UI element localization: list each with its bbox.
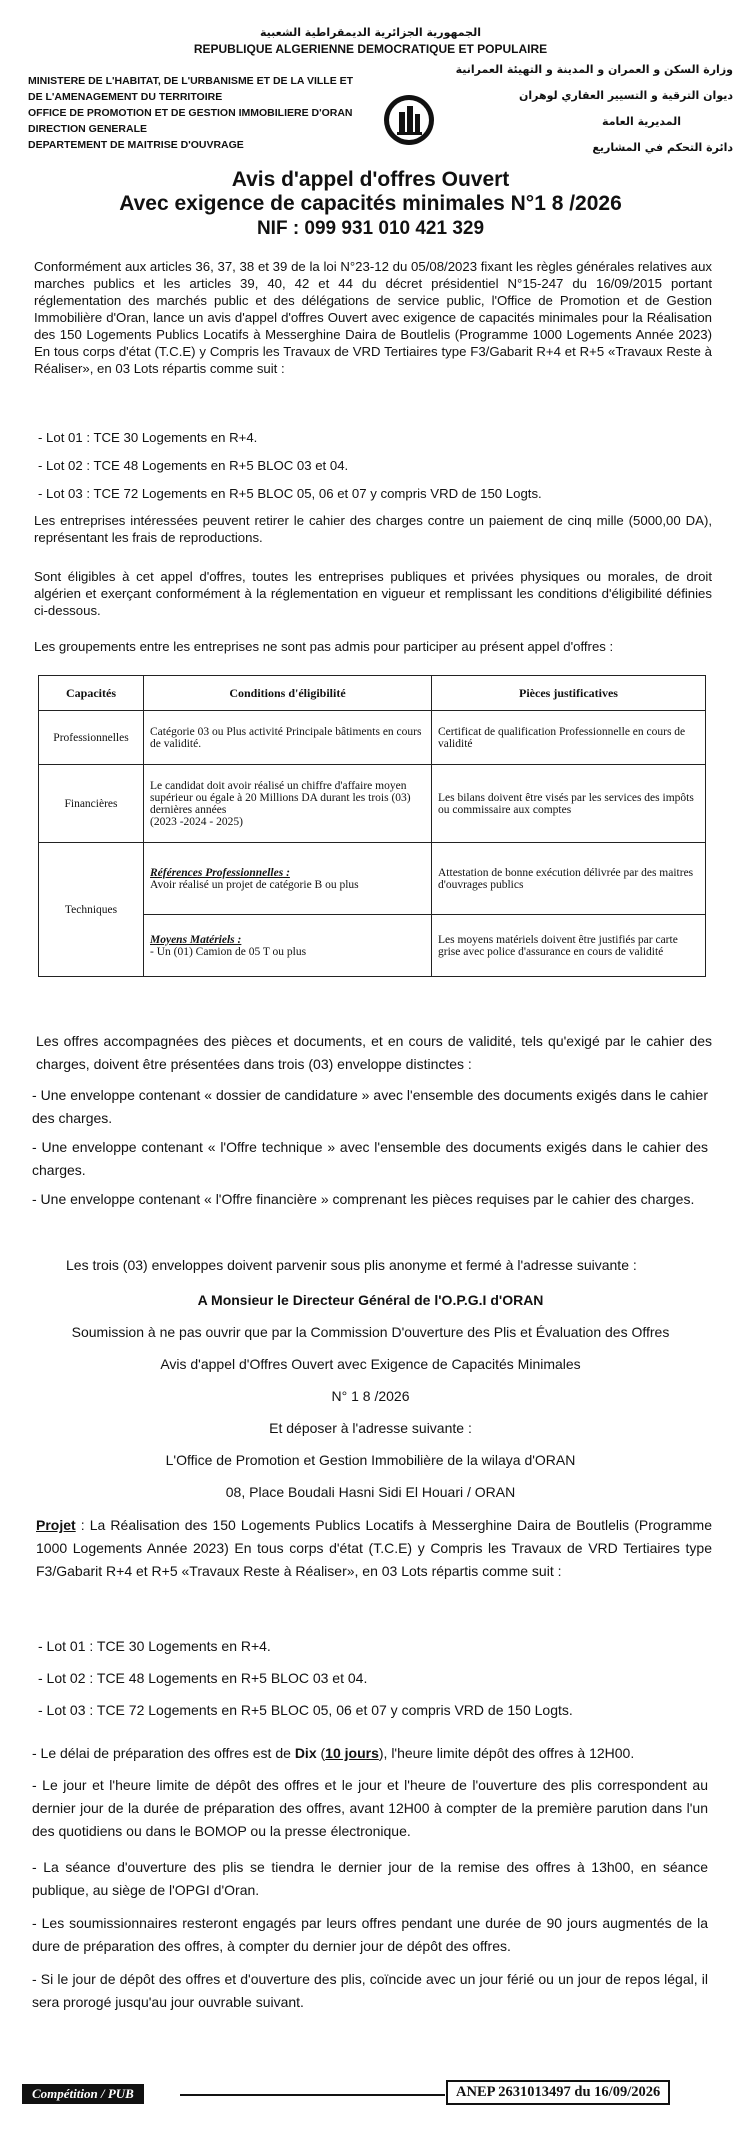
address-sub1: Soumission à ne pas ouvrir que par la Commission D'ouverture des Plis et Évaluation des Offres [71,1324,670,1340]
footer-anep-reference: ANEP 2631013497 du 16/09/2026 [446,2080,670,2105]
address-recipient: A Monsieur le Directeur Général de l'O.P.G.I d'ORAN [197,1292,544,1308]
condition-years: (2023 -2024 - 2025) [150,815,243,828]
projet-paragraph [36,1514,712,1583]
projet-lot-item: - Lot 01 : TCE 30 Logements en R+4. [38,1638,271,1654]
delai-bold: Dix [294,1745,317,1761]
projet-text: : La Réalisation des 150 Logements Publics Locatifs à Messerghine Daira de Boutlelis (Programme 1000 Logements Année 2023) En tous corps d'état (T.C.E) y Compris les Travaux de VRD Tertiaires type F3/Gabarit R+4 et R+5 «Travaux Reste à Réaliser», en 03 Lots répartis comme suit : [36,1517,712,1579]
intro-paragraph: Conformément aux articles 36, 37, 38 et 39 de la loi N°23-12 du 05/08/2023 fixant les règles générales relatives aux marches publics et les articles 39, 40, 42 et 44 du décret présidentiel N°15-247 du 16/09/2015 portant réglementation des marchés public et des délégations de service public, l'Office de Promotion et de Gestion Immobilière d'Oran, lance un avis d'appel d'offres Ouvert avec exigence de capacités minimales pour la Réalisation des 150 Logements Publics Locatifs à Messerghine Daira de Boutlelis (Programme 1000 Logements Année 2023) En tous corps d'état (T.C.E) y Compris les Travaux de VRD Tertiaires type F3/Gabarit R+4 et R+5 «Travaux Reste à Réaliser», en 03 Lots répartis comme suit : [34,259,712,376]
address-deposit: Et déposer à l'adresse suivante : [269,1420,472,1436]
lot-item: - Lot 01 : TCE 30 Logements en R+4. [38,430,258,445]
condition-item: - Si le jour de dépôt des offres et d'ouverture des plis, coïncide avec un jour férié ou un jour de repos légal, il sera prorogé jusqu'au jour ouvrable suivant. [32,1971,708,2010]
condition-item: - La séance d'ouverture des plis se tiendra le dernier jour de la remise des offres à 13h00, en séance publique, au siège de l'OPGI d'Oran. [32,1859,708,1898]
groupements-paragraph: Les groupements entre les entreprises ne sont pas admis pour participer au présent appel d'offres : [34,639,614,654]
capacity-label: Techniques [39,843,144,977]
header-arabic-republic: الجمهورية الجزائرية الديمقراطية الشعبية [260,26,481,39]
table-header-cell: Capacités [39,676,144,711]
notice-subtitle: Avec exigence de capacités minimales N°1 8 /2026 [119,192,622,215]
offres-intro: Les offres accompagnées des pièces et documents, et en cours de validité, tels qu'exigé par le cahier des charges, doivent être présentées dans trois (03) enveloppe distinctes : [36,1033,712,1072]
eligibility-table [38,675,706,977]
ministry-line: OFFICE DE PROMOTION ET DE GESTION IMMOBILIERE D'ORAN [28,107,353,119]
condition-cell [144,843,432,915]
notice-title: Avis d'appel d'offres Ouvert [231,168,510,191]
condition-text: Le candidat doit avoir réalisé un chiffre d'affaire moyen supérieur ou égale à 20 Millions DA durant les trois (03) dernières années [150,779,411,816]
piece-cell: Les bilans doivent être visés par les services des impôts ou commissaire aux comptes [432,765,706,843]
condition-title: Moyens Matériels : [150,933,242,946]
eligibility-paragraph: Sont éligibles à cet appel d'offres, toutes les entreprises publiques et privées physiques ou morales, de droit algérien et exerçant conformément à la réglementation en vigueur et remplissant les conditions d'éligibilité définies ci-dessous. [34,569,712,618]
address-sub2: Avis d'appel d'Offres Ouvert avec Exigence de Capacités Minimales [160,1356,581,1372]
capacity-label: Financières [39,765,144,843]
condition-title: Références Professionnelles : [150,866,290,879]
ministry-line: DEPARTEMENT DE MAITRISE D'OUVRAGE [28,139,244,151]
table-row [39,765,706,843]
arabic-line: ديوان الترقية و التسيير العقاري لوهران [518,89,733,102]
delai-days: 10 jours [325,1745,379,1761]
address-street: 08, Place Boudali Hasni Sidi El Houari / ORAN [225,1484,516,1500]
condition-cell [144,915,432,977]
footer-competition-label: Compétition / PUB [22,2084,144,2104]
envelope-item: - Une enveloppe contenant « l'Offre financière » comprenant les pièces requises par le cahier des charges. [32,1191,695,1207]
delai-text: - Le délai de préparation des offres est de [32,1745,295,1761]
condition-item: - Les soumissionnaires resteront engagés par leurs offres pendant une durée de 90 jours augmentés de la dure de préparation des offres, à compter du dernier jour de dépôt des offres. [32,1915,708,1954]
table-header-row [39,676,706,711]
table-row [39,843,706,915]
ministry-line: DE L'AMENAGEMENT DU TERRITOIRE [28,91,223,103]
ministry-line: MINISTERE DE L'HABITAT, DE L'URBANISME ET DE LA VILLE ET [28,75,354,87]
piece-cell: Attestation de bonne exécution délivrée par des maitres d'ouvrages publics [432,843,706,915]
header-french-republic: REPUBLIQUE ALGERIENNE DEMOCRATIQUE ET POPULAIRE [193,42,548,56]
footer-divider [180,2094,445,2096]
cahier-paragraph: Les entreprises intéressées peuvent retirer le cahier des charges contre un paiement de cinq mille (5000,00 DA), représentant les frais de reproductions. [34,513,712,545]
condition-cell: Catégorie 03 ou Plus activité Principale bâtiments en cours de validité. [144,711,432,765]
envelope-item: - Une enveloppe contenant « l'Offre technique » avec l'ensemble des documents exigés dans le cahier des charges. [32,1139,708,1178]
table-header-cell: Conditions d'éligibilité [144,676,432,711]
delai-text-end: , l'heure limite dépôt des offres à 12H00. [383,1745,635,1761]
table-row [39,711,706,765]
lot-item: - Lot 03 : TCE 72 Logements en R+5 BLOC 05, 06 et 07 y compris VRD de 150 Logts. [38,486,542,501]
address-number: N° 1 8 /2026 [331,1388,410,1404]
ministry-line: DIRECTION GENERALE [28,123,148,135]
projet-label: Projet [36,1517,76,1533]
arabic-line: المديرية العامة [602,115,681,128]
arabic-line: وزارة السكن و العمران و المدينة و التهيئة العمرانية [455,63,733,76]
delai-item: - Le délai de préparation des offres est de Dix (10 jours), l'heure limite dépôt des offres à 12H00. [32,1745,635,1761]
piece-cell: Certificat de qualification Professionnelle en cours de validité [432,711,706,765]
address-office: L'Office de Promotion et Gestion Immobilière de la wilaya d'ORAN [165,1452,576,1468]
projet-lot-item: - Lot 03 : TCE 72 Logements en R+5 BLOC 05, 06 et 07 y compris VRD de 150 Logts. [38,1702,573,1718]
condition-text: Avoir réalisé un projet de catégorie B ou plus [150,878,359,891]
table-header-cell: Pièces justificatives [432,676,706,711]
condition-cell [144,765,432,843]
condition-text: - Un (01) Camion de 05 T ou plus [150,945,307,958]
condition-item: - Le jour et l'heure limite de dépôt des offres et le jour et l'heure de l'ouverture des plis correspondent au dernier jour de la durée de préparation des offres, avant 12H00 à compter de la première parution dans l'un des quotidiens ou dans le BOMOP ou la presse électronique. [32,1777,708,1839]
projet-lot-item: - Lot 02 : TCE 48 Logements en R+5 BLOC 03 et 04. [38,1670,368,1686]
arabic-line: دائرة التحكم في المشاريع [592,141,733,154]
piece-cell: Les moyens matériels doivent être justifiés par carte grise avec police d'assurance en cours de validité [432,915,706,977]
lot-item: - Lot 02 : TCE 48 Logements en R+5 BLOC 03 et 04. [38,458,349,473]
nif-number: NIF : 099 931 010 421 329 [256,218,485,239]
capacity-label: Professionnelles [39,711,144,765]
envelope-item: - Une enveloppe contenant « dossier de candidature » avec l'ensemble des documents exigés dans le cahier des charges. [32,1087,708,1126]
address-intro: Les trois (03) enveloppes doivent parvenir sous plis anonyme et fermé à l'adresse suivante : [66,1257,637,1273]
opgi-logo-icon [383,94,435,146]
